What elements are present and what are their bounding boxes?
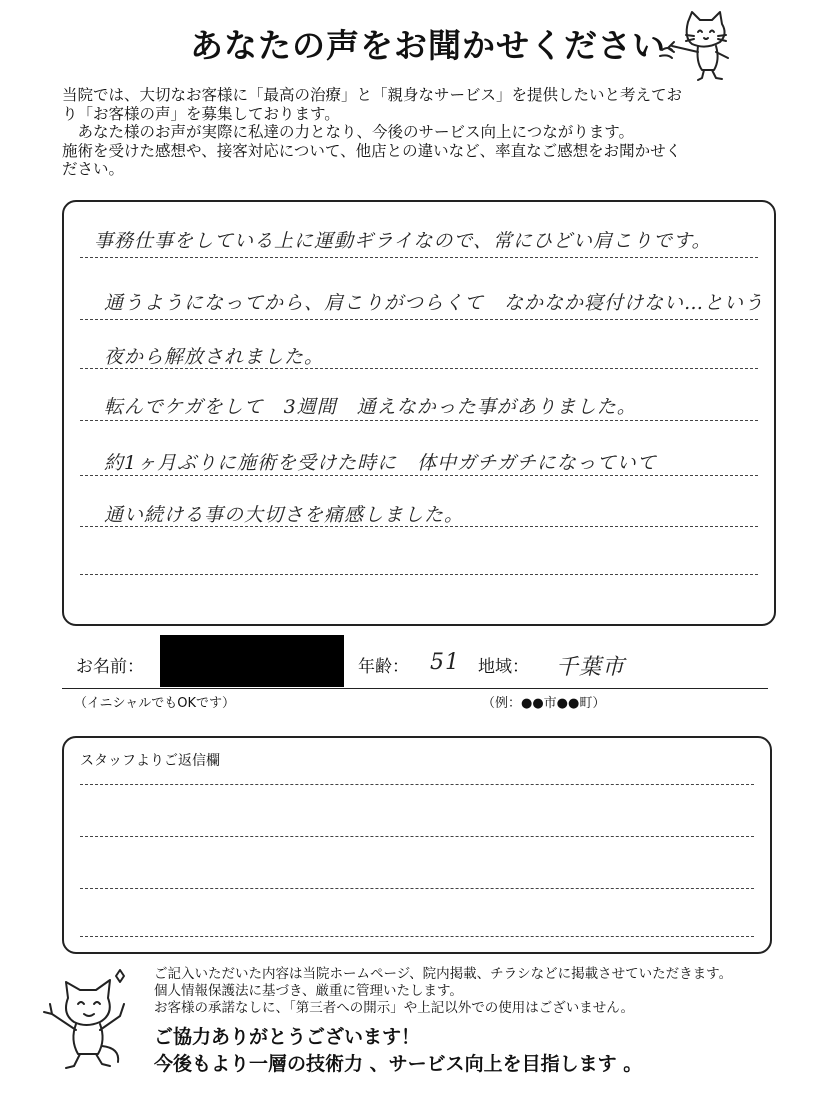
- intro-line: あなた様のお声が実際に私達の力となり、今後のサービス向上につながります。: [62, 123, 634, 141]
- dash-line: [80, 526, 758, 527]
- intro-line: 施術を受けた感想や、接客対応について、他店との違いなど、率直なご感想をお聞かせく: [62, 141, 682, 160]
- handwritten-line: 約1ヶ月ぶりに施術を受けた時に 体中ガチガチになっていて: [104, 452, 657, 474]
- thanks-line: 今後もより一層の技術力 、サービス向上を目指します 。: [154, 1053, 643, 1075]
- age-label: 年齢：: [358, 657, 409, 677]
- region-hint: （例：●●市●●町）: [482, 696, 606, 711]
- region-value: 千葉市: [556, 655, 626, 680]
- age-value: 51: [430, 650, 460, 675]
- dash-line: [80, 836, 754, 837]
- staff-reply-box: [62, 736, 772, 954]
- dash-line: [80, 784, 754, 785]
- thanks-message: [154, 1024, 642, 1078]
- info-underline: [62, 688, 768, 689]
- dash-line: [80, 257, 758, 258]
- handwritten-line: 通うようになってから、肩こりがつらくて なかなか寝付けない…という: [104, 292, 765, 314]
- page-title: あなたの声をお聞かせください: [190, 26, 666, 65]
- name-redacted: [160, 635, 344, 687]
- footer-note: ご記入いただいた内容は当院ホームページ、院内掲載、チラシなどに掲載させていただきます。: [154, 966, 733, 982]
- handwritten-line: 通い続ける事の大切さを痛感しました。: [104, 504, 465, 526]
- thanks-line: ご協力ありがとうございます！: [154, 1026, 421, 1048]
- comment-box: [62, 200, 776, 626]
- dash-line: [80, 475, 758, 476]
- intro-line: 当院では、大切なお客様に「最高の治療」と「親身なサービス」を提供したいと考えてお: [62, 86, 683, 104]
- name-hint: （イニシャルでもOKです）: [74, 696, 235, 711]
- dash-line: [80, 936, 754, 937]
- intro-line: ださい。: [62, 160, 125, 178]
- footer-note: 個人情報保護法に基づき、厳重に管理いたします。: [154, 983, 463, 999]
- name-label: お名前：: [76, 657, 144, 677]
- intro-text: [62, 86, 782, 179]
- intro-line: り「お客様の声」を募集しております。: [62, 104, 340, 123]
- handwritten-line: 転んでケガをして 3週間 通えなかった事がありました。: [104, 396, 637, 418]
- dash-line: [80, 574, 758, 575]
- dash-line: [80, 368, 758, 369]
- cat-mascot-icon: [658, 8, 742, 82]
- cat-mascot-icon: [40, 968, 136, 1072]
- footer-notes: [154, 966, 732, 1017]
- dash-line: [80, 420, 758, 421]
- footer-note: お客様の承諾なしに、「第三者への開示」や上記以外での使用はございません。: [154, 1000, 635, 1016]
- dash-line: [80, 319, 758, 320]
- handwritten-line: 夜から解放されました。: [104, 346, 325, 368]
- handwritten-line: 事務仕事をしている上に運動ギライなので、常にひどい肩こりです。: [94, 230, 712, 252]
- region-label: 地域：: [478, 657, 529, 677]
- staff-reply-label: スタッフよりご返信欄: [80, 753, 220, 769]
- dash-line: [80, 888, 754, 889]
